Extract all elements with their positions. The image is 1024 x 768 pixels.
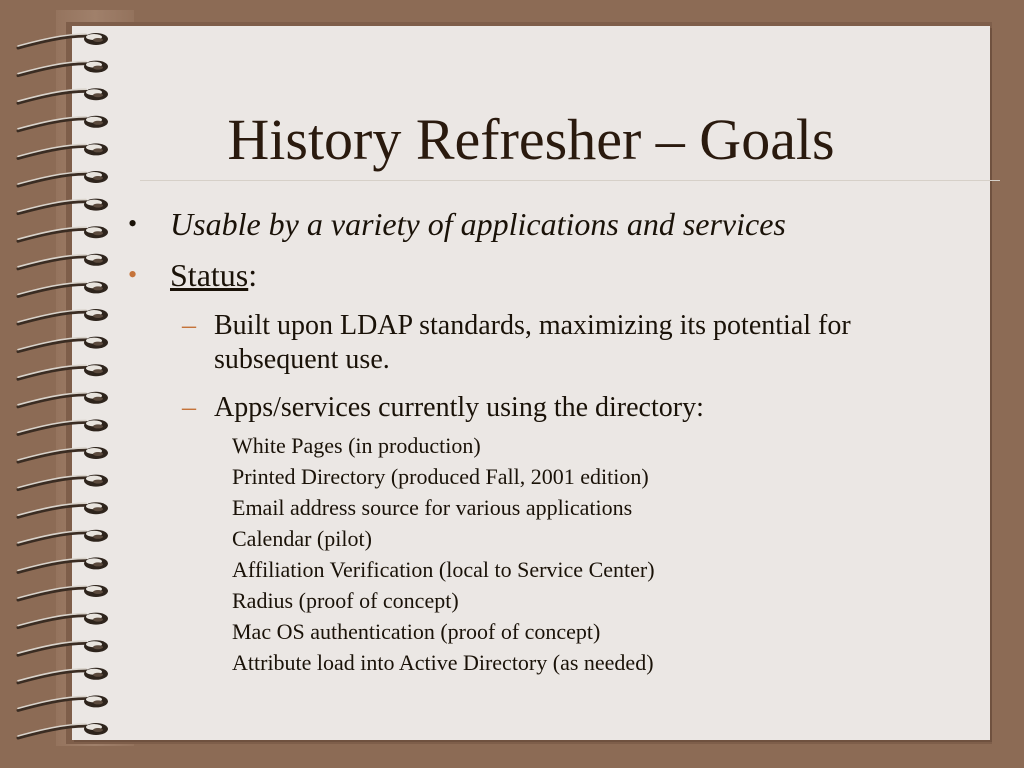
app-item: Email address source for various applications [232, 495, 633, 520]
sub-bullet-marker: – [182, 392, 196, 423]
app-item: Mac OS authentication (proof of concept) [232, 619, 601, 644]
status-label: Status [170, 257, 249, 293]
app-item: White Pages (in production) [232, 433, 481, 458]
apps-list [232, 430, 852, 678]
app-item: Radius (proof of concept) [232, 588, 459, 613]
bullet-text [170, 255, 257, 295]
status-colon: : [248, 257, 258, 293]
app-item: Calendar (pilot) [232, 526, 372, 551]
sub-bullet-text: Apps/services currently using the directory: [214, 392, 704, 423]
sub-bullet-marker: – [182, 310, 196, 341]
app-item: Attribute load into Active Directory (as needed) [232, 650, 654, 675]
bullet-marker: • [128, 209, 138, 238]
bullet-marker: • [128, 260, 138, 289]
app-item: Affiliation Verification (local to Service Center) [232, 557, 655, 582]
slide-title: History Refresher – Goals [227, 107, 835, 172]
sub-bullet-text: Built upon LDAP standards, maximizing its potential for subsequent use. [214, 310, 851, 375]
app-item: Printed Directory (produced Fall, 2001 edition) [232, 464, 649, 489]
bullet-text: Usable by a variety of applications and services [170, 206, 786, 242]
